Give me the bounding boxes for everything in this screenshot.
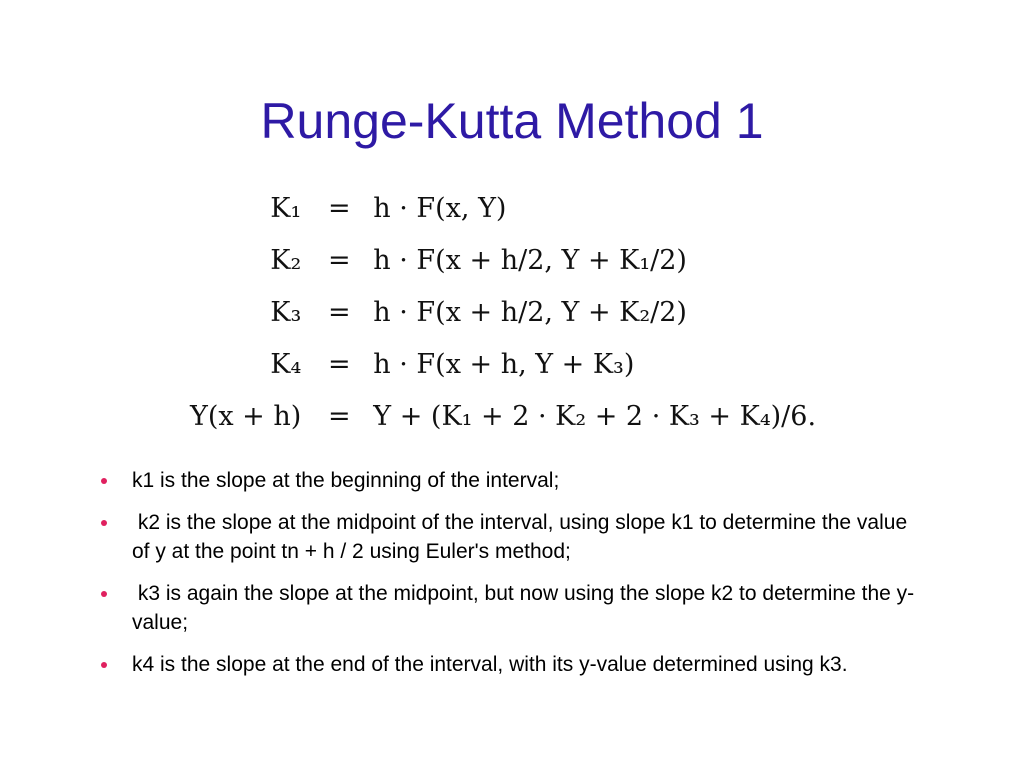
equation-row	[190, 338, 816, 390]
equation-row	[190, 182, 816, 234]
equals-sign: =	[327, 400, 351, 432]
equation-lhs: K₃	[270, 296, 302, 328]
equals-sign: =	[327, 348, 351, 380]
bullet-text: k2 is the slope at the midpoint of the interval, using slope k1 to determine the value of y at the point tn + h / 2 using Euler's method;	[132, 511, 913, 563]
bullet-text: k3 is again the slope at the midpoint, but now using the slope k2 to determine the y-value;	[132, 582, 915, 634]
bullet-dot-icon	[101, 591, 107, 597]
equation-lhs: K₁	[270, 192, 302, 224]
equals-sign: =	[327, 296, 351, 328]
bullet-text: k4 is the slope at the end of the interval, with its y-value determined using k3.	[132, 653, 848, 676]
bullet-item	[96, 466, 926, 495]
bullet-item	[96, 650, 926, 679]
equation-lhs: Y(x + h)	[190, 400, 302, 432]
bullet-dot-icon	[101, 478, 107, 484]
equation-rhs: h · F(x, Y)	[373, 192, 507, 224]
bullet-item	[96, 508, 926, 566]
bullet-text: k1 is the slope at the beginning of the interval;	[132, 469, 560, 492]
bullet-dot-icon	[101, 662, 107, 668]
equation-rhs: h · F(x + h, Y + K₃)	[373, 348, 635, 380]
equation-row	[190, 286, 816, 338]
equation-lhs: K₂	[270, 244, 302, 276]
bullet-dot-icon	[101, 520, 107, 526]
equation-row	[190, 234, 816, 286]
equation-rhs: Y + (K₁ + 2 · K₂ + 2 · K₃ + K₄)/6.	[373, 400, 817, 432]
equation-block	[190, 182, 816, 442]
bullet-item	[96, 579, 926, 637]
equation-row	[190, 390, 816, 442]
bullet-list	[96, 466, 926, 692]
equation-lhs: K₄	[270, 348, 302, 380]
equals-sign: =	[327, 244, 351, 276]
equation-table	[190, 182, 816, 442]
equals-sign: =	[327, 192, 351, 224]
equation-rhs: h · F(x + h/2, Y + K₁/2)	[373, 244, 687, 276]
equation-rhs: h · F(x + h/2, Y + K₂/2)	[373, 296, 687, 328]
slide-title: Runge-Kutta Method 1	[260, 93, 764, 149]
